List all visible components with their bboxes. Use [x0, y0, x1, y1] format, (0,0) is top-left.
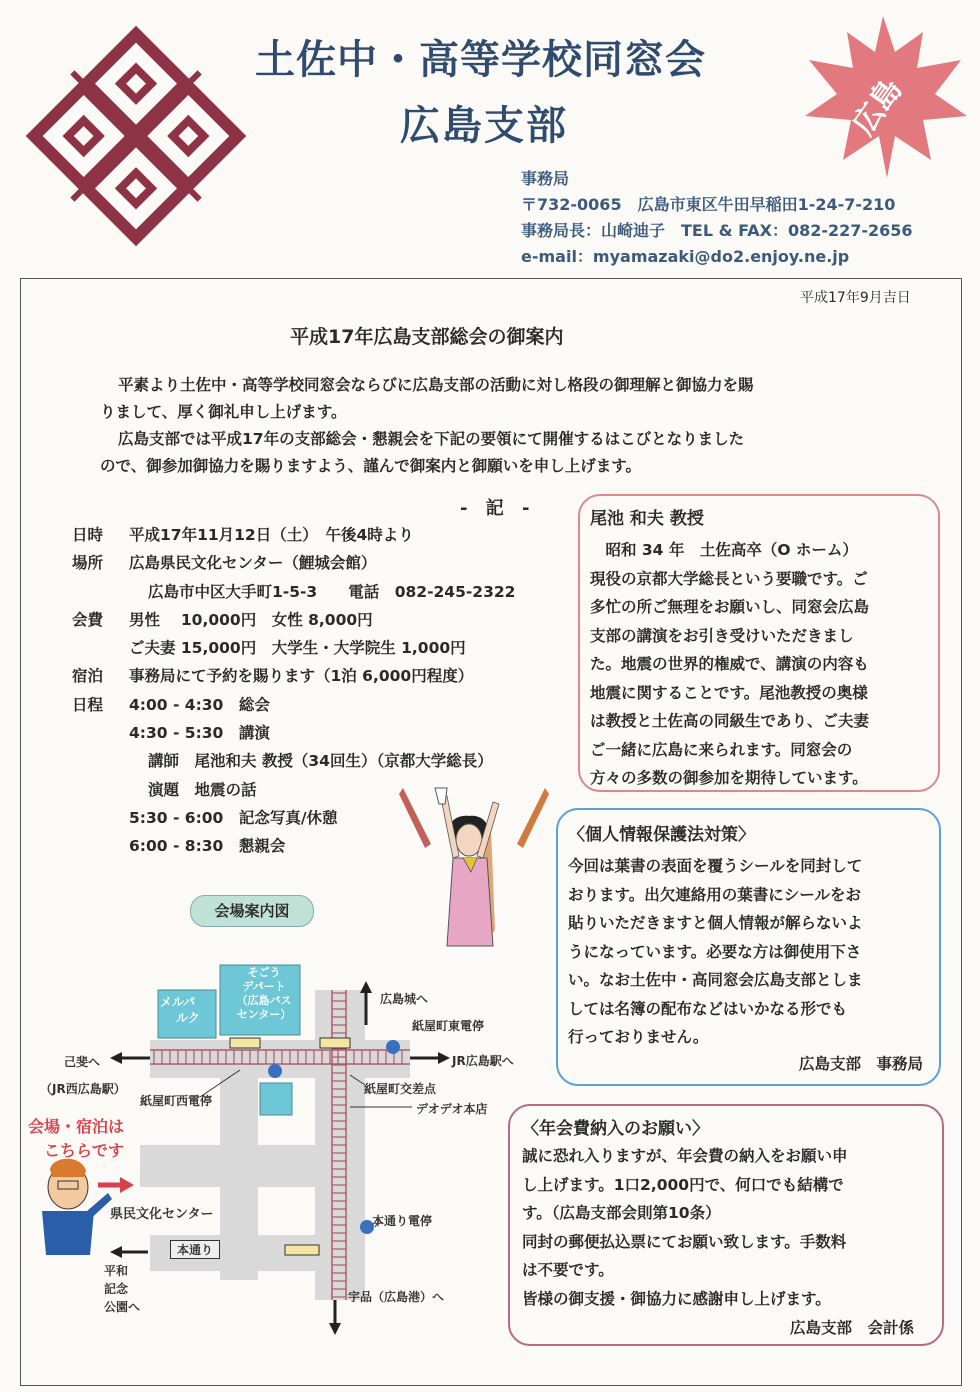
- datetime-value: 平成17年11月12日（土） 午後4時より: [129, 526, 414, 544]
- intro-line: りまして、厚く御礼申し上げます。: [100, 403, 347, 421]
- ujina-label: 宇品（広島港）へ: [348, 1290, 445, 1304]
- privacy-text-line: うになっています。必要な方は御使用下さ: [568, 942, 862, 961]
- privacy-text: [568, 852, 863, 1052]
- stay-value: 事務局にて予約を賜ります（1泊 6,000円程度）: [129, 667, 474, 686]
- castle-label: 広島城へ: [380, 992, 429, 1006]
- venue-callout-line: 会場・宿泊は: [28, 1117, 125, 1136]
- professor-text-line: は教授と土佐高の同級生であり、ご夫妻: [590, 712, 870, 730]
- schedule-item: 4:00 - 4:30 総会: [129, 695, 270, 714]
- office-email[interactable]: e-mail：myamazaki@do2.enjoy.ne.jp: [521, 247, 850, 266]
- professor-text: [590, 536, 869, 793]
- sogo-line: デパート: [242, 980, 286, 993]
- privacy-title: 〈個人情報保護法対策〉: [568, 825, 755, 845]
- fee-label: 会費: [72, 610, 104, 629]
- venue-callout: [28, 1115, 124, 1163]
- jr-nishi-label: （JR西広島駅）: [40, 1082, 126, 1096]
- koi-label: 己斐へ: [64, 1055, 101, 1069]
- professor-title: 尾池 和夫 教授: [590, 509, 704, 529]
- fee-text-line: は不要です。: [522, 1261, 614, 1279]
- heiwa-line: 公園へ: [104, 1300, 141, 1314]
- professor-text-line: 昭和 34 年 土佐高卒（O ホーム）: [590, 541, 858, 559]
- hermes-line: メルパ: [160, 995, 196, 1009]
- intro-line: ので、御参加御協力を賜りますよう、謹んで御案内と御願いを申し上げます。: [100, 457, 641, 475]
- fee-signature: 広島支部 会計係: [789, 1319, 914, 1337]
- privacy-text-line: 今回は葉書の表面を覆うシールを同封して: [568, 857, 863, 875]
- sogo-line: （広島バス: [236, 994, 292, 1007]
- letter-heading: 平成17年広島支部総会の御案内: [290, 326, 564, 348]
- ki-heading: - 記 -: [460, 498, 536, 519]
- lecturer: 講師 尾池和夫 教授（34回生）（京都大学総長）: [148, 752, 493, 771]
- datetime-label: 日時: [72, 526, 104, 544]
- intro-line: 平素より土佐中・高等学校同窓会ならびに広島支部の活動に対し格段の御理解と御協力を賜: [118, 376, 754, 394]
- professor-text-line: 現役の京都大学総長という要職です。ご: [590, 569, 868, 588]
- fee-text-line: 誠に恐れ入りますが、年会費の納入をお願い申: [522, 1147, 848, 1165]
- pointing-man-illustration: [42, 1159, 112, 1255]
- kamiyacho-east-label: 紙屋町東電停: [412, 1019, 485, 1033]
- sogo-line: センター）: [236, 1008, 292, 1021]
- fee-text-line: 同封の郵便払込票にてお願い致します。手数料: [522, 1232, 847, 1251]
- place-value: 広島県民文化センター（鯉城会館）: [129, 554, 377, 573]
- schedule-label: 日程: [72, 695, 104, 714]
- map-title: 会場案内図: [214, 902, 290, 920]
- professor-info-box: [578, 494, 940, 792]
- privacy-text-line: しては名簿の配布などはいかなる形でも: [568, 999, 848, 1018]
- office-address: 〒732-0065 広島市東区牛田早稲田1-24-7-210: [521, 195, 896, 214]
- professor-text-line: 地震に関することです。尾池教授の奥様: [590, 683, 868, 702]
- hermes-line: ルク: [176, 1011, 200, 1025]
- privacy-info-box: [556, 808, 941, 1086]
- fee-line1: 男性 10,000円 女性 8,000円: [129, 610, 373, 629]
- schedule-item: 6:00 - 8:30 懇親会: [129, 837, 286, 856]
- stay-label: 宿泊: [72, 667, 104, 686]
- schedule-item: 5:30 - 6:00 記念写真/休憩: [129, 808, 338, 827]
- maple-leaf-icon: [795, 12, 970, 182]
- map-title-badge: [190, 895, 314, 927]
- hondori-label: 本通り: [170, 1240, 220, 1259]
- fee-text-line: 皆様の御支援・御協力に感謝申し上げます。: [522, 1289, 831, 1308]
- office-label: 事務局: [521, 169, 570, 188]
- letter-intro: [100, 372, 910, 480]
- fee-text-line: し上げます。1口2,000円で、何口でも結構で: [522, 1175, 844, 1194]
- fee-request-box: [508, 1104, 944, 1346]
- title-line1: 土佐中・高等学校同窓会: [255, 37, 706, 83]
- kamiyacho-cross-label: 紙屋町交差点: [364, 1082, 437, 1096]
- cheering-woman-illustration: [395, 770, 555, 952]
- kamiyacho-west-label: 紙屋町西電停: [140, 1094, 213, 1108]
- place-label: 場所: [72, 554, 104, 573]
- schedule-item: 4:30 - 5:30 講演: [129, 724, 270, 743]
- heiwa-line: 記念: [104, 1282, 129, 1296]
- lecture-topic: 演題 地震の話: [148, 780, 257, 799]
- fee-text: [522, 1142, 848, 1313]
- professor-text-line: 方々の多数の御参加を期待しています。: [590, 769, 868, 787]
- office-chief: 事務局長：山崎迪子 TEL & FAX：082-227-2656: [521, 221, 913, 240]
- fee-line2: ご夫妻 15,000円 大学生・大学院生 1,000円: [129, 639, 466, 658]
- fee-title: 〈年会費納入のお願い〉: [522, 1119, 709, 1139]
- fee-text-line: す。（広島支部会則第10条）: [522, 1204, 721, 1222]
- intro-line: 広島支部では平成17年の支部総会・懇親会を下記の要領にて開催するはこびとなりました: [118, 430, 745, 448]
- deodeo-label: デオデオ本店: [416, 1102, 488, 1116]
- school-emblem-logo: [20, 20, 252, 252]
- privacy-text-line: 貼りいただきますと個人情報が解らないよ: [568, 914, 863, 932]
- jr-station-label: JR広島駅へ: [452, 1054, 514, 1068]
- place-address: 広島市中区大手町1-5-3 電話 082-245-2322: [148, 582, 516, 601]
- title-line2: 広島支部: [400, 103, 568, 149]
- privacy-text-line: い。なお土佐中・高同窓会広島支部としま: [568, 971, 863, 989]
- professor-text-line: た。地震の世界的権威で、講演の内容も: [590, 655, 869, 673]
- venue-callout-line: こちらです: [44, 1141, 124, 1160]
- heiwa-line: 平和: [104, 1264, 129, 1278]
- professor-text-line: ご一緒に広島に来られます。同窓会の: [590, 740, 853, 759]
- office-info: [521, 166, 913, 270]
- letter-date: 平成17年9月吉日: [800, 290, 911, 306]
- sogo-line: そごう: [247, 966, 281, 979]
- maple-text: 広島: [846, 72, 910, 142]
- professor-text-line: 多忙の所ご無理をお願いし、同窓会広島: [590, 598, 870, 616]
- privacy-signature: 広島支部 事務局: [798, 1055, 923, 1073]
- hermes-label: [160, 994, 200, 1026]
- professor-text-line: 支部の講演をお引き受けいただきまし: [590, 626, 854, 645]
- privacy-text-line: 行っておりません。: [568, 1028, 709, 1046]
- venue-label: 県民文化センター: [110, 1207, 214, 1222]
- heiwa-label: [104, 1262, 140, 1316]
- sogo-label: [224, 966, 304, 1022]
- hondori-stop-label: 本通り電停: [372, 1214, 433, 1228]
- privacy-text-line: おります。出欠連絡用の葉書にシールをお: [568, 885, 861, 904]
